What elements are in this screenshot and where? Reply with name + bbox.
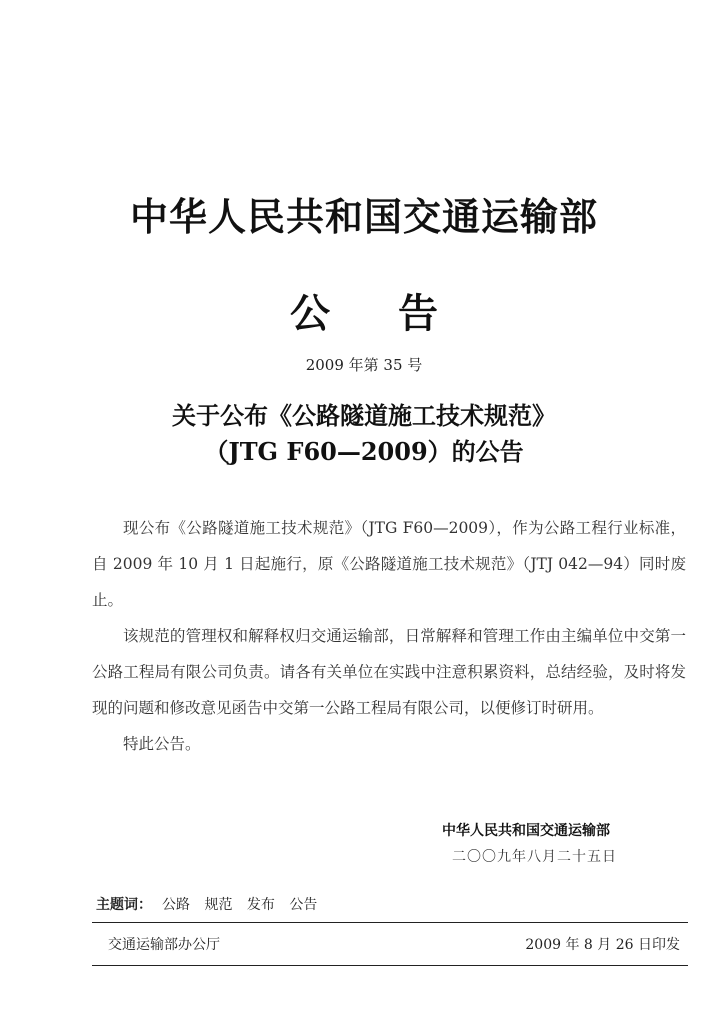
divider-top xyxy=(92,922,688,923)
issue-date: 二〇〇九年八月二十五日 xyxy=(452,849,617,865)
announcement-heading: 公告 xyxy=(290,291,506,337)
issuing-office: 交通运输部办公厅 xyxy=(108,937,220,953)
issuer-name: 中华人民共和国交通运输部 xyxy=(442,823,610,839)
keyword-item: 公告 xyxy=(289,897,318,913)
body-paragraph: 该规范的管理权和解释权归交通运输部，日常解释和管理工作由主编单位中交第一公路工程局有限公司负责。请各有关单位在实践中注意积累资料，总结经验，及时将发现的问题和修改意见函告中交第一公路工程局有限公司，以便修订时研用。 xyxy=(92,627,686,717)
subject-line-2: （JTG F60—2009）的公告 xyxy=(204,437,524,466)
signature-block xyxy=(430,818,680,870)
body-paragraph: 现公布《公路隧道施工技术规范》（JTG F60—2009），作为公路工程行业标准，自 2009 年 10 月 1 日起施行，原《公路隧道施工技术规范》（JTJ 042—94）同时废止。 xyxy=(92,519,686,609)
subject-line-1: 关于公布《公路隧道施工技术规范》 xyxy=(172,401,556,430)
ministry-title: 中华人民共和国交通运输部 xyxy=(129,195,598,239)
divider-bottom xyxy=(92,965,688,966)
document-number: 2009 年第 35 号 xyxy=(305,356,423,374)
keyword-item: 公路 xyxy=(162,897,190,913)
keywords-label: 主题词： xyxy=(96,897,152,913)
keyword-item: 发布 xyxy=(246,897,275,913)
body-paragraph: 特此公告。 xyxy=(123,735,201,753)
announcement-subject xyxy=(0,398,728,470)
print-date: 2009 年 8 月 26 日印发 xyxy=(525,937,680,953)
keyword-item: 规范 xyxy=(204,897,233,913)
keywords-line xyxy=(96,894,317,914)
announcement-body xyxy=(92,510,686,762)
